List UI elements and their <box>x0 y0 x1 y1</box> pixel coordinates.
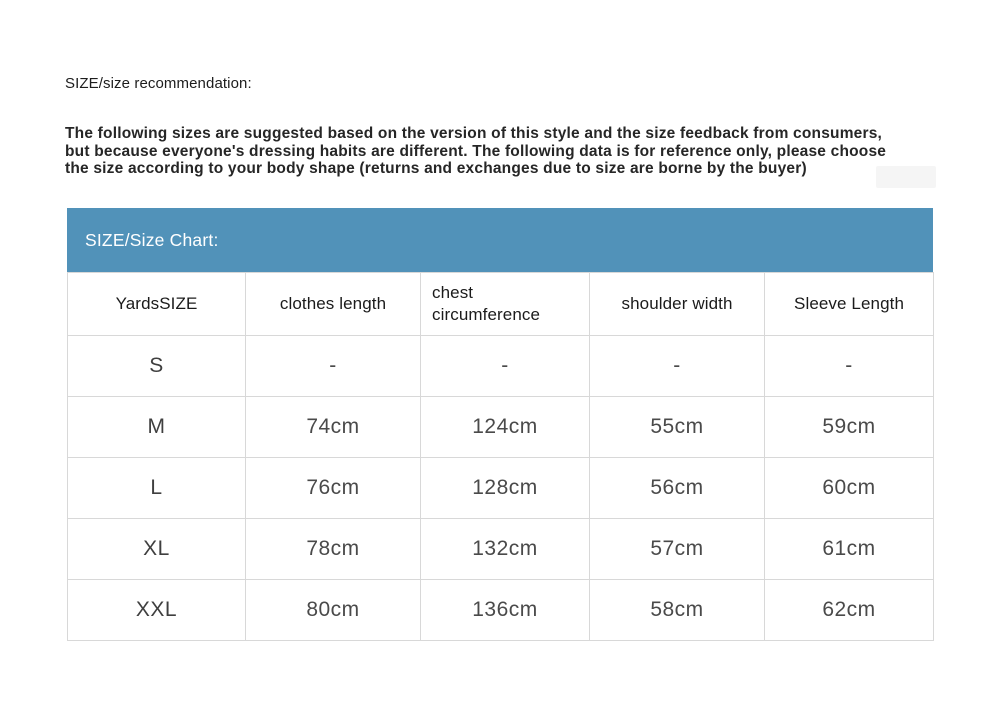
clothes-length-cell: 74cm <box>246 397 421 458</box>
size-cell: XXL <box>68 580 246 641</box>
table-row-xxl <box>68 580 934 641</box>
table-row-m <box>68 397 934 458</box>
intro-line: the size according to your body shape (returns and exchanges due to size are borne by the buyer) <box>65 160 807 177</box>
size-cell: S <box>68 336 246 397</box>
page-title: SIZE/size recommendation: <box>65 75 252 92</box>
size-chart-table <box>67 272 934 641</box>
chest-cell: - <box>421 336 590 397</box>
watermark-artifact <box>876 166 936 188</box>
clothes-length-cell: 78cm <box>246 519 421 580</box>
shoulder-cell: 58cm <box>590 580 765 641</box>
size-chart-banner-title: SIZE/Size Chart: <box>85 229 219 250</box>
shoulder-cell: 57cm <box>590 519 765 580</box>
intro-paragraph <box>65 125 945 178</box>
header-row <box>68 273 934 336</box>
shoulder-cell: 56cm <box>590 458 765 519</box>
size-cell: L <box>68 458 246 519</box>
clothes-length-cell: 76cm <box>246 458 421 519</box>
intro-line: but because everyone's dressing habits are different. The following data is for reference only, please choose <box>65 142 887 160</box>
size-cell: M <box>68 397 246 458</box>
sleeve-cell: 59cm <box>765 397 934 458</box>
shoulder-cell: 55cm <box>590 397 765 458</box>
sleeve-cell: 60cm <box>765 458 934 519</box>
shoulder-cell: - <box>590 336 765 397</box>
size-cell: XL <box>68 519 246 580</box>
sleeve-cell: - <box>765 336 934 397</box>
sleeve-cell: 61cm <box>765 519 934 580</box>
chest-cell: 124cm <box>421 397 590 458</box>
table-row-s <box>68 336 934 397</box>
column-header-shoulder-width: shoulder width <box>590 273 765 336</box>
clothes-length-cell: 80cm <box>246 580 421 641</box>
column-header-sleeve-length: Sleeve Length <box>765 273 934 336</box>
size-chart-banner <box>67 208 933 272</box>
intro-line: The following sizes are suggested based on the version of this style and the size feedback from consumers, <box>65 125 883 142</box>
sleeve-cell: 62cm <box>765 580 934 641</box>
table-row-l <box>68 458 934 519</box>
column-header-chest-circumference: chest circumference <box>421 273 590 336</box>
chest-cell: 132cm <box>421 519 590 580</box>
chest-cell: 136cm <box>421 580 590 641</box>
column-header-clothes-length: clothes length <box>246 273 421 336</box>
chest-cell: 128cm <box>421 458 590 519</box>
clothes-length-cell: - <box>246 336 421 397</box>
column-header-size: YardsSIZE <box>68 273 246 336</box>
table-row-xl <box>68 519 934 580</box>
